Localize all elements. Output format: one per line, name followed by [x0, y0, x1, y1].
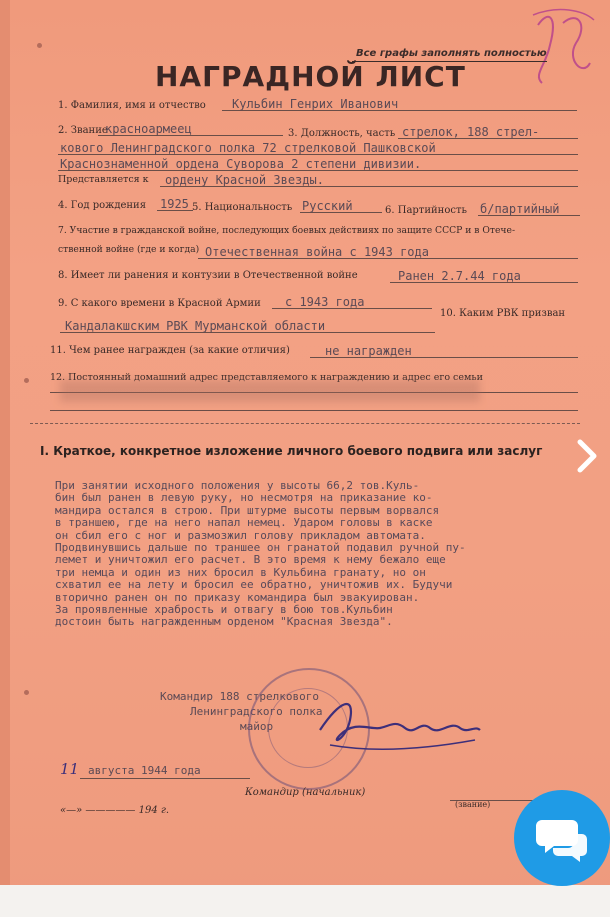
rank-caption: (звание) — [455, 800, 491, 809]
narrative-line: достоин быть награжденным орденом "Красная Звезда". — [55, 615, 393, 629]
field-9-value: с 1943 года — [285, 295, 365, 309]
date-blank: «—» ————— 194 г. — [60, 805, 170, 816]
narrative-line: три немца и один из них бросил в Кульбина гранату, но он — [55, 565, 426, 579]
narrative-line: мандира остался в строю. При штурме высоты первым ворвался — [55, 503, 440, 517]
section-heading: I. Краткое, конкретное изложение личного боевого подвига или заслуг — [40, 444, 543, 458]
field-7-value: Отечественная война с 1943 года — [205, 245, 429, 259]
field-7-label: 7. Участие в гражданской войне, последующих боевых действиях по защите СССР и в Отече- — [58, 225, 516, 236]
header-note: Все графы заполнять полностью — [356, 48, 547, 59]
field-9-label: 9. С какого времени в Красной Армии — [58, 298, 261, 309]
field-1-label: 1. Фамилия, имя и отчество — [58, 100, 206, 111]
corner-handwritten-number — [528, 5, 598, 85]
chat-bubbles-icon — [514, 790, 610, 886]
field-2-label: 2. Звание — [58, 125, 108, 136]
redacted-address — [60, 380, 480, 402]
narrative-line: При занятии исходного положения у высоты 66,2 тов.Куль- — [55, 479, 420, 492]
field-10-value: Кандалакшским РВК Мурманской области — [65, 319, 326, 333]
commander-caption: Командир (начальник) — [245, 787, 366, 798]
narrative-line: он сбил его с ног и размозжил голову прикладом автомата. — [55, 528, 426, 542]
next-page-arrow-icon[interactable] — [574, 436, 600, 476]
present-label: Представляется к — [58, 174, 149, 185]
field-12-label: 12. Постоянный домашний адрес представляемого к награждению и адрес его семьи — [50, 372, 483, 383]
field-1-value: Кульбин Генрих Иванович — [232, 97, 399, 111]
punch-hole — [24, 690, 29, 695]
punch-hole — [24, 378, 29, 383]
field-6-label: 6. Партийность — [385, 205, 467, 216]
punch-hole — [37, 43, 42, 48]
field-5-value: Русский — [302, 199, 353, 213]
date-line — [80, 778, 250, 779]
narrative-text — [55, 480, 585, 629]
field-3-value-3: Краснознаменной ордена Суворова 2 степени дивизии. — [60, 157, 422, 171]
date-typed: августа 1944 года — [88, 764, 201, 777]
field-2-value: красноармеец — [105, 122, 192, 136]
date-day-handwritten: 11 — [60, 760, 80, 778]
field-7-label-2: ственной войне (где и когда) — [58, 244, 200, 255]
field-8-label: 8. Имеет ли ранения и контузии в Отечественной войне — [58, 270, 358, 281]
narrative-line: За проявленные храбрость и отвагу в бою тов.Кульбин — [55, 603, 393, 617]
commander-line-2: Ленинградского полка — [190, 705, 323, 718]
present-value: ордену Красной Звезды. — [165, 173, 324, 187]
commander-line-3: майор — [240, 720, 274, 733]
field-12-line-2 — [50, 410, 578, 411]
field-3-value-2: кового Ленинградского полка 72 стрелковой Пашковской — [60, 141, 436, 155]
field-3-label: 3. Должность, часть — [288, 128, 396, 139]
narrative-line: схватил ее на лету и бросил ее обратно, уничтожив их. Будучи — [55, 578, 453, 592]
narrative-line: бин был ранен в левую руку, но несмотря на приказание ко- — [55, 491, 433, 505]
field-8-value: Ранен 2.7.44 года — [398, 269, 521, 283]
narrative-line: Продвинувшись дальше по траншее он гранатой подавил ручной пу- — [55, 541, 466, 555]
narrative-line: вторично ранен он по приказу командира был эвакуирован. — [55, 590, 420, 604]
chat-button[interactable] — [514, 790, 610, 886]
section-divider — [30, 423, 580, 424]
field-3-value: стрелок, 188 стрел- — [402, 125, 540, 139]
field-6-value: б/партийный — [480, 202, 560, 216]
commander-line-1: Командир 188 стрелкового — [160, 690, 319, 703]
field-4-label: 4. Год рождения — [58, 200, 147, 211]
commander-signature — [310, 690, 490, 760]
field-5-label: 5. Национальность — [192, 202, 293, 213]
narrative-line: лемет и уничтожил его расчет. В это время к нему бежало еще — [55, 553, 446, 567]
bottom-margin — [0, 885, 610, 917]
field-11-label: 11. Чем ранее награжден (за какие отличия) — [50, 345, 290, 356]
field-11-value: не награжден — [325, 344, 412, 358]
page-edge — [0, 0, 10, 917]
narrative-line: в траншею, где на него напал немец. Ударом головы в каске — [55, 516, 433, 530]
field-10-label: 10. Каким РВК призван — [440, 308, 566, 319]
field-4-value: 1925 — [160, 197, 189, 211]
document-title: НАГРАДНОЙ ЛИСТ — [155, 60, 466, 93]
